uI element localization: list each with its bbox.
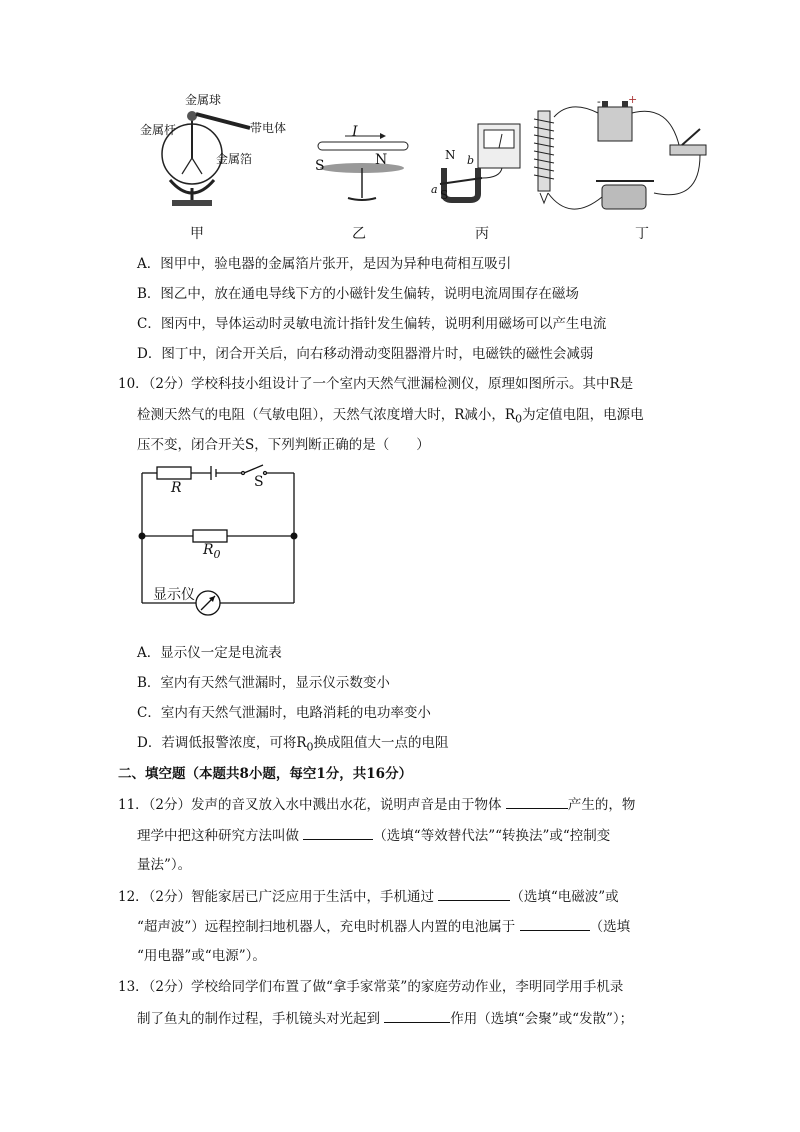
q11-line2-text: 理学中把这种研究方法叫做 [137, 828, 299, 844]
figure-bing-induction [430, 118, 540, 218]
q9-option-a: A．图甲中，验电器的金属箔片张开，是因为异种电荷相互吸引 [137, 256, 512, 272]
q12-line2-text: “超声波”）远程控制扫地机器人，充电时机器人内置的电池属于 [137, 919, 516, 935]
q12-blank-2[interactable] [520, 916, 590, 931]
figure-label-yi: 乙 [352, 226, 366, 242]
label-battery-plus: + [628, 93, 638, 106]
section-2-title: 二、填空题（本题共8小题，每空1分，共16分） [118, 766, 413, 782]
label-metal-rod: 金属杆 [140, 123, 177, 137]
q11-line2 [137, 825, 610, 846]
q10-stem-line2-tail: 为定值电阻，电源电 [522, 407, 644, 423]
circuit-label-r0-text: R [203, 542, 214, 558]
q12-line1-tail: （选填“电磁波”或 [510, 889, 619, 905]
q11-line3: 量法”）。 [137, 857, 192, 873]
q10-option-c: C．室内有天然气泄漏时，电路消耗的电功率变小 [137, 705, 431, 721]
circuit-label-s: S [254, 474, 264, 490]
figure-label-jia: 甲 [190, 226, 204, 242]
circuit-label-r0 [203, 542, 221, 561]
q10-stem-line3: 压不变，闭合开关S，下列判断正确的是（ ） [137, 437, 430, 453]
q12-line2 [137, 916, 630, 937]
q12-line1 [118, 886, 619, 907]
label-point-a: a [431, 183, 438, 196]
q13-line2-text: 制了鱼丸的制作过程，手机镜头对光起到 [137, 1011, 380, 1027]
figure-label-ding: 丁 [635, 226, 649, 242]
q10-option-d-text: D．若调低报警浓度，可将R [137, 735, 307, 751]
label-magnet-s: S [440, 188, 449, 202]
q11-line1-tail: 产生的，物 [567, 797, 636, 813]
q11-line2-tail: （选填“等效替代法”“转换法”或“控制变 [373, 828, 611, 844]
q9-option-d: D．图丁中，闭合开关后，向右移动滑动变阻器滑片时，电磁铁的磁性会减弱 [137, 346, 594, 362]
q10-option-d-sub: 0 [306, 740, 314, 754]
q13-line2 [137, 1008, 633, 1029]
q13-line1: 13．（2分）学校给同学们布置了做“拿手家常菜”的家庭劳动作业，李明同学用手机录 [118, 979, 624, 995]
q10-r0-subscript: 0 [515, 412, 523, 426]
q9-option-c: C．图丙中，导体运动时灵敏电流计指针发生偏转，说明利用磁场可以产生电流 [137, 316, 607, 332]
figure-ding-electromagnet [530, 93, 730, 228]
q10-option-b: B．室内有天然气泄漏时，显示仪示数变小 [137, 675, 390, 691]
label-charged-body: 带电体 [250, 121, 287, 135]
circuit-label-r: R [171, 480, 182, 496]
circuit-label-display: 显示仪 [153, 587, 195, 603]
figure-label-bing: 丙 [475, 226, 489, 242]
q10-stem-line2 [137, 405, 644, 430]
q12-line1-text: 12．（2分）智能家居已广泛应用于生活中，手机通过 [118, 889, 435, 905]
q13-blank-1[interactable] [384, 1008, 450, 1023]
q11-blank-1[interactable] [506, 794, 568, 809]
label-compass-n: N [375, 152, 388, 168]
circuit-label-r0-sub: 0 [213, 547, 221, 561]
q11-line1-text: 11．（2分）发声的音叉放入水中溅出水花，说明声音是由于物体 [118, 797, 502, 813]
physics-figures [130, 88, 730, 242]
q10-option-d-tail: 换成阻值大一点的电阻 [313, 735, 449, 751]
q12-blank-1[interactable] [438, 886, 510, 901]
q10-stem-line1: 10．（2分）学校科技小组设计了一个室内天然气泄漏检测仪，原理如图所示。其中R是 [118, 376, 634, 392]
q10-stem-line2-text: 检测天然气的电阻（气敏电阻），天然气浓度增大时，R减小，R [137, 407, 516, 423]
q12-line2-tail: （选填 [589, 919, 631, 935]
label-battery-minus: - [597, 95, 601, 108]
q12-line3: “用电器”或“电源”）。 [137, 948, 266, 964]
q10-option-d [137, 733, 449, 758]
label-metal-ball: 金属球 [185, 93, 222, 107]
q11-blank-2[interactable] [303, 825, 373, 840]
q10-option-a: A．显示仪一定是电流表 [137, 645, 282, 661]
figure-yi-wire-compass [310, 128, 420, 208]
q11-line1 [118, 794, 635, 815]
label-point-b: b [467, 154, 475, 167]
label-metal-foil: 金属箔 [216, 152, 253, 166]
q13-line2-tail: 作用（选填“会聚”或“发散”）； [450, 1011, 634, 1027]
label-compass-s: S [315, 158, 325, 174]
q9-option-b: B．图乙中，放在通电导线下方的小磁针发生偏转，说明电流周围存在磁场 [137, 286, 579, 302]
label-current: I [352, 124, 358, 140]
label-magnet-n: N [445, 148, 456, 162]
